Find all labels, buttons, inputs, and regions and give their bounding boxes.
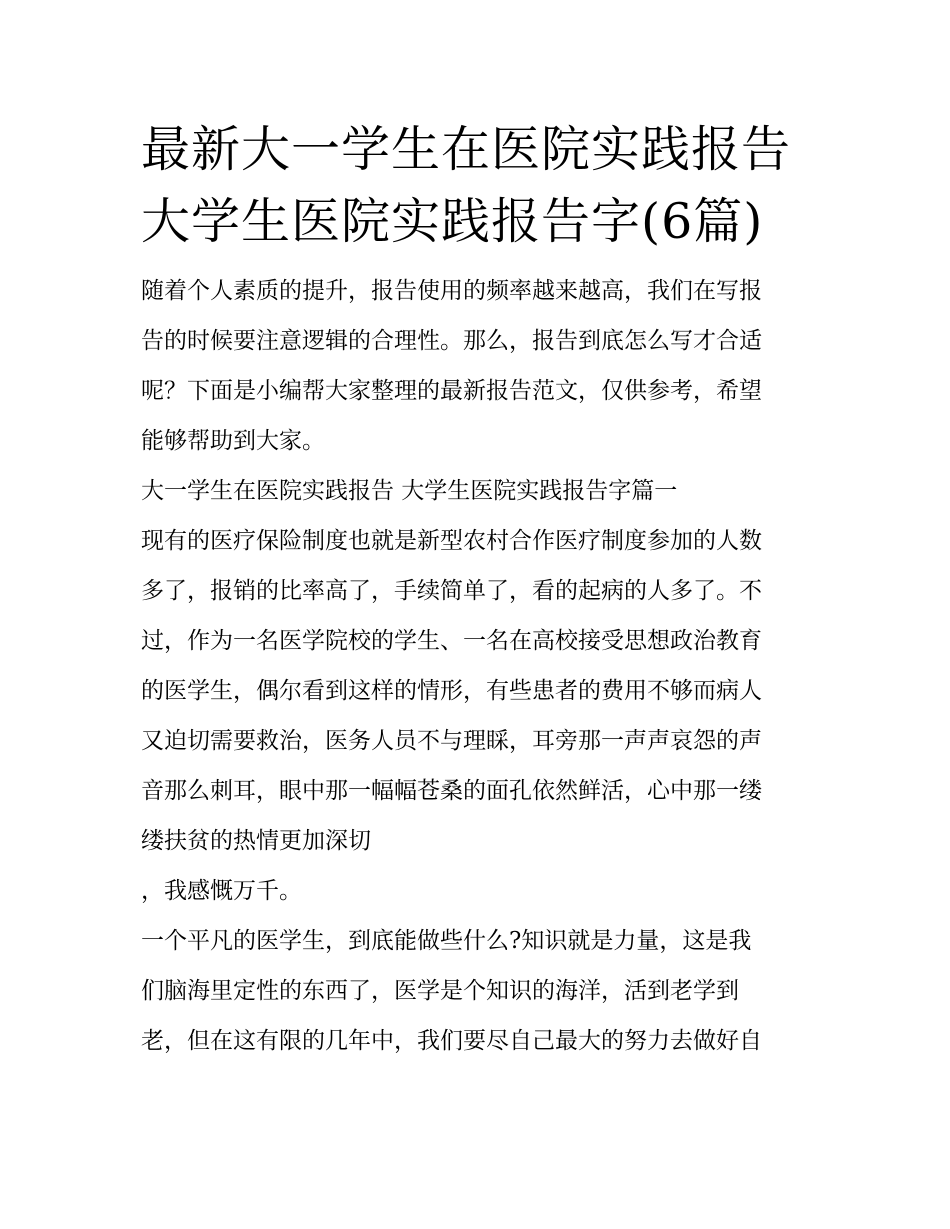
section-heading-text: 大一学生在医院实践报告 大学生医院实践报告字篇一 xyxy=(141,478,678,504)
text-line: 的医学生，偶尔看到这样的情形，有些患者的费用不够而病人 xyxy=(141,678,762,704)
title-line-1: 最新大一学生在医院实践报告 xyxy=(141,121,792,178)
text-line: 呢？下面是小编帮大家整理的最新报告范文，仅供参考，希望 xyxy=(141,378,762,404)
title-line-2: 大学生医院实践报告字(6篇) xyxy=(141,193,764,250)
text-line: 过，作为一名医学院校的学生、一名在高校接受思想政治教育 xyxy=(141,628,762,654)
text-line: 随着个人素质的提升，报告使用的频率越来越高，我们在写报 xyxy=(141,278,762,304)
text-line: 老，但在这有限的几年中，我们要尽自己最大的努力去做好自 xyxy=(141,1028,762,1054)
text-line: ，我感慨万千。 xyxy=(141,878,302,904)
body-paragraph-2 xyxy=(141,866,817,916)
text-line: 又迫切需要救治，医务人员不与理睬，耳旁那一声声哀怨的声 xyxy=(141,728,762,754)
text-line: 音那么刺耳，眼中那一幅幅苍桑的面孔依然鲜活，心中那一缕 xyxy=(141,778,762,804)
text-line: 一个平凡的医学生，到底能做些什么?知识就是力量，这是我 xyxy=(141,928,752,954)
text-line: 们脑海里定性的东西了，医学是个知识的海洋，活到老学到 xyxy=(141,978,739,1004)
document-title xyxy=(141,114,817,258)
text-line: 告的时候要注意逻辑的合理性。那么，报告到底怎么写才合适 xyxy=(141,328,762,354)
text-line: 能够帮助到大家。 xyxy=(141,428,325,454)
text-line: 现有的医疗保险制度也就是新型农村合作医疗制度参加的人数 xyxy=(141,528,762,554)
intro-paragraph xyxy=(141,266,817,466)
document-content xyxy=(141,114,817,1066)
text-line: 缕扶贫的热情更加深切 xyxy=(141,828,371,854)
body-paragraph-3 xyxy=(141,916,817,1066)
text-line: 多了，报销的比率高了，手续简单了，看的起病的人多了。不 xyxy=(141,578,762,604)
body-paragraph-1 xyxy=(141,516,817,866)
section-heading xyxy=(141,466,817,516)
